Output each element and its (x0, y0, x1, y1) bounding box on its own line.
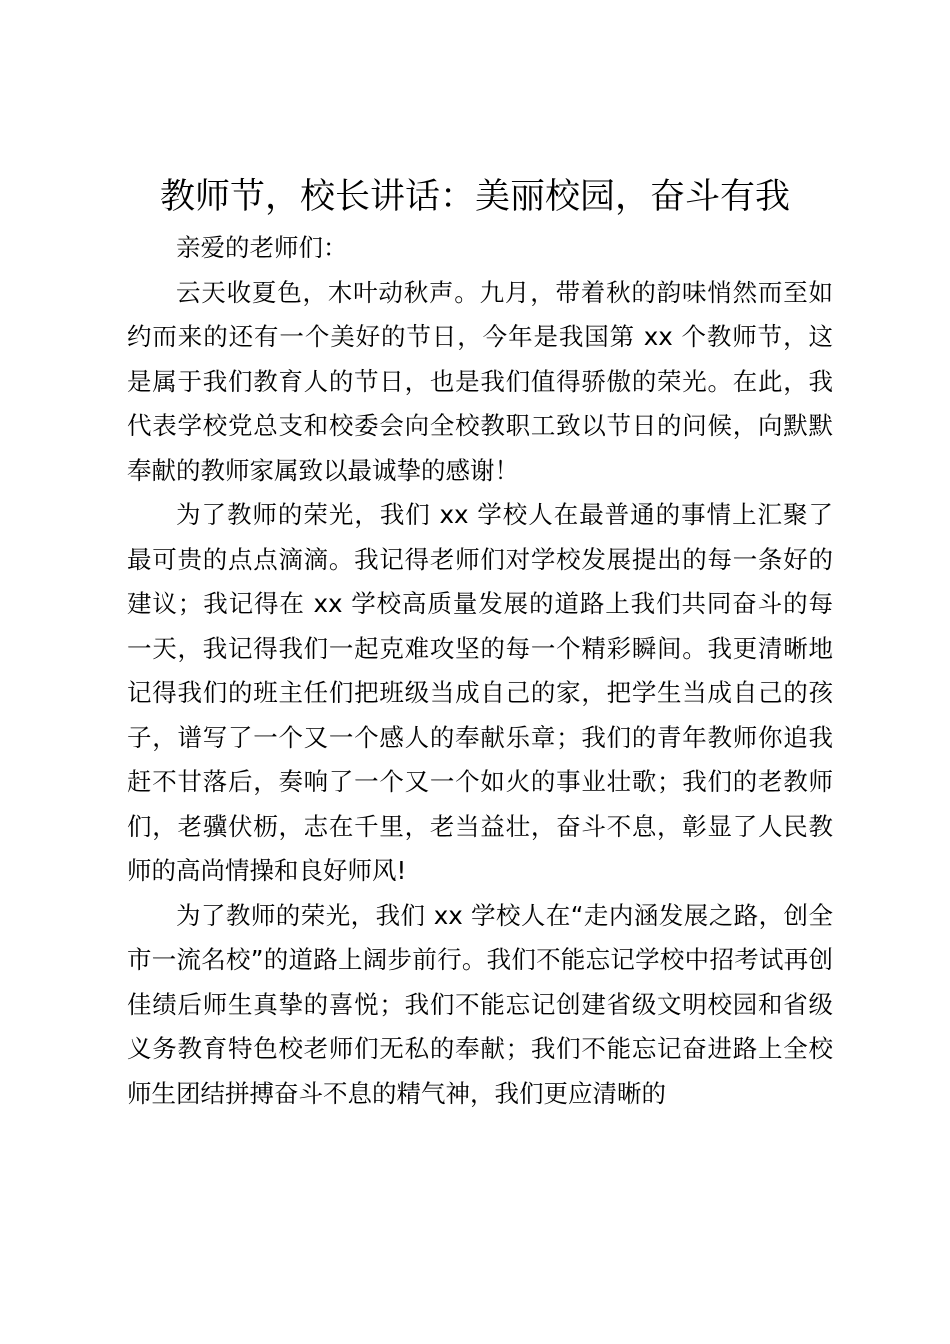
document-title: 教师节，校长讲话：美丽校园，奋斗有我 (159, 177, 790, 217)
greeting-line: 亲爱的老师们： (176, 233, 348, 262)
paragraph-2: 为了教师的荣光，我们 xx 学校人在最普通的事情上汇聚了最可贵的点点滴滴。我记得老师们对学校发展提出的每一条好的建议；我记得在 xx 学校高质量发展的道路上我们共同奋斗的每一天，我记得我们一起克难攻坚的每一个精彩瞬间。我更清晰地记得我们的班主任们把班级当成自己的家，把学生当成自己的孩子，谱写了一个又一个感人的奉献乐章；我们的青年教师你追我赶不甘落后，奏响了一个又一个如火的事业壮歌；我们的老教师们，老骥伏枥，志在千里，老当益壮，奋斗不息，彰显了人民教师的高尚情操和良好师风! (127, 500, 833, 885)
paragraph-3: 为了教师的荣光，我们 xx 学校人在“走内涵发展之路，创全市一流名校”的道路上阔步前行。我们不能忘记学校中招考试再创佳绩后师生真挚的喜悦；我们不能忘记创建省级文明校园和省级义务教育特色校老师们无私的奉献；我们不能忘记奋进路上全校师生团结拼搏奋斗不息的精气神，我们更应清晰的 (127, 900, 833, 1108)
document-body (127, 226, 833, 1116)
paragraph-1: 云天收夏色，木叶动秋声。九月，带着秋的韵味悄然而至如约而来的还有一个美好的节日，今年是我国第 xx 个教师节，这是属于我们教育人的节日，也是我们值得骄傲的荣光。在此，我代表学校党总支和校委会向全校教职工致以节日的问候，向默默奉献的教师家属致以最诚挚的感谢！ (127, 277, 833, 485)
